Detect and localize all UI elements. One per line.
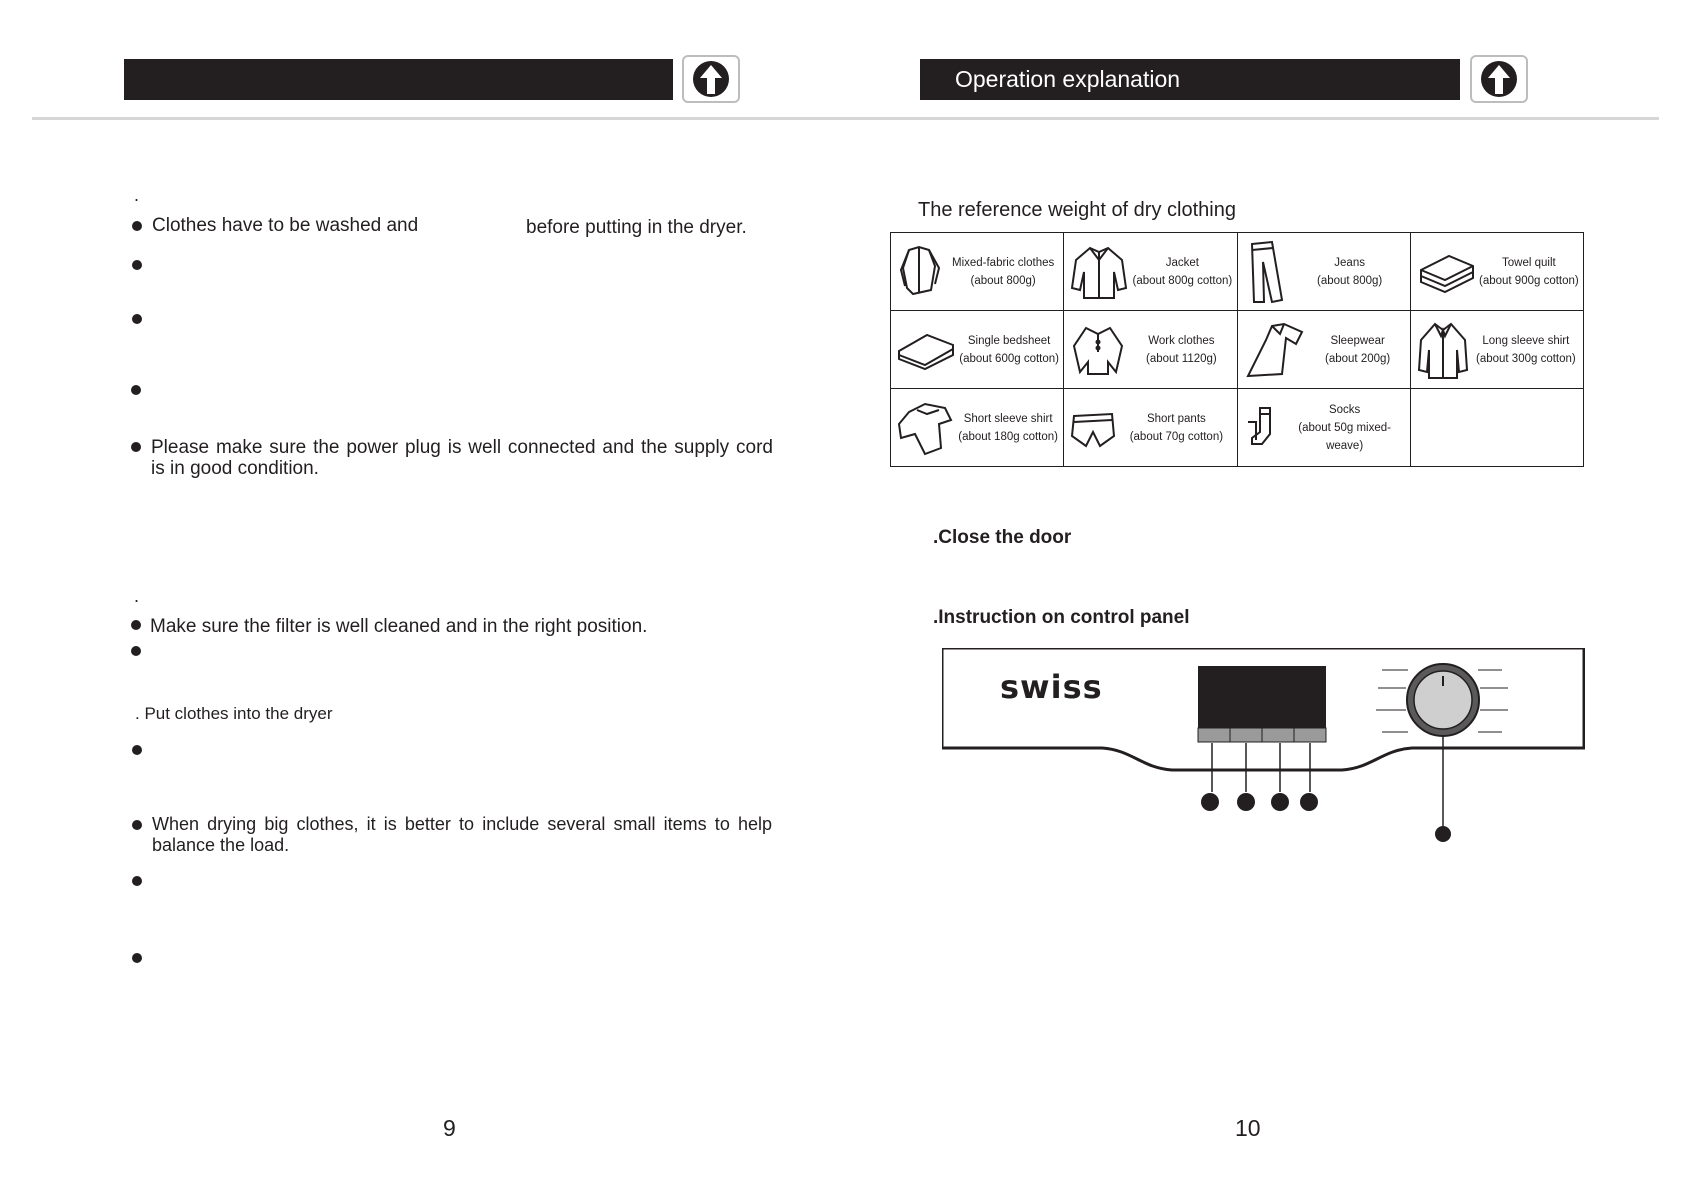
big-clothes-text: When drying big clothes, it is better to include several small items to help balance the load. [152, 814, 772, 855]
display-callout-marker [1237, 793, 1255, 811]
bullet [131, 620, 141, 630]
bullet [132, 820, 142, 830]
clothes-washed-text: Clothes have to be washed and [152, 215, 419, 236]
power-plug-text: Please make sure the power plug is well connected and the supply cord is in good condition. [151, 437, 773, 479]
clothes-washed-text-end: before putting in the dryer. [526, 217, 747, 238]
bullet [132, 260, 142, 270]
left-up-arrow-button[interactable] [682, 55, 740, 103]
bullet [131, 646, 141, 656]
sleepwear-icon [1242, 320, 1308, 380]
bullet [132, 953, 142, 963]
table-cell [1410, 311, 1583, 389]
right-up-arrow-button[interactable] [1470, 55, 1528, 103]
table-cell [1237, 311, 1410, 389]
short-sleeve-shirt-icon [895, 398, 955, 458]
page-number-right: 10 [1235, 1115, 1261, 1141]
clothing-name: Short sleeve shirt [963, 412, 1053, 425]
section-dot: . [134, 586, 140, 606]
close-door-title: .Close the door [933, 527, 1072, 548]
display-callout-marker [1201, 793, 1219, 811]
table-cell [891, 311, 1064, 389]
clothing-name: Socks [1328, 403, 1361, 416]
bullet [132, 221, 142, 231]
left-header-bar [124, 59, 673, 100]
clothing-name: Long sleeve shirt [1482, 334, 1570, 347]
table-cell [1064, 233, 1237, 311]
clothing-name: Short pants [1146, 412, 1206, 425]
bullet [131, 442, 141, 452]
clothing-weight: (about 200g) [1325, 352, 1391, 365]
clothing-name: Mixed-fabric clothes [951, 256, 1055, 269]
jacket-icon [1068, 242, 1130, 302]
display-callout-marker [1300, 793, 1318, 811]
table-cell [1064, 311, 1237, 389]
towel-quilt-icon [1415, 248, 1477, 296]
up-arrow-icon [1479, 59, 1519, 99]
bullet [132, 314, 142, 324]
clothing-name: Work clothes [1148, 334, 1215, 347]
table-cell [891, 389, 1064, 467]
brand-logo: swiss [1000, 668, 1103, 706]
put-clothes-title: . Put clothes into the dryer [135, 704, 333, 723]
mixed-fabric-clothes-icon [895, 244, 945, 300]
control-panel-title: .Instruction on control panel [933, 607, 1190, 628]
jeans-icon [1242, 240, 1292, 304]
socks-icon [1242, 404, 1282, 452]
clothing-name: Sleepwear [1330, 334, 1385, 347]
clothing-weight: (about 300g cotton) [1476, 352, 1576, 365]
clothing-name: Jeans [1334, 256, 1365, 269]
right-header-title: Operation explanation [955, 66, 1181, 92]
up-arrow-icon [691, 59, 731, 99]
clothing-weight: (about 900g cotton) [1479, 274, 1579, 287]
table-cell [1410, 233, 1583, 311]
filter-text: Make sure the filter is well cleaned and in the right position. [150, 616, 648, 637]
bullet [132, 745, 142, 755]
section-dot: . [134, 185, 140, 205]
clothing-weight: (about 800g cotton) [1132, 274, 1233, 287]
table-cell [1237, 233, 1410, 311]
clothing-weight: (about 800g) [1317, 274, 1383, 287]
clothing-weight: (about 50g mixed-weave) [1298, 421, 1391, 452]
table-cell [1237, 389, 1410, 467]
page-number-left: 9 [443, 1115, 456, 1141]
clothing-weight: (about 800g) [970, 274, 1036, 287]
bullet [132, 876, 142, 886]
long-sleeve-shirt-icon [1415, 320, 1471, 380]
bullet [131, 385, 141, 395]
display-callout-marker [1271, 793, 1289, 811]
right-header-bar [920, 59, 1460, 100]
work-clothes-icon [1068, 322, 1128, 378]
empty-table-cell [1410, 389, 1583, 467]
clothing-name: Towel quilt [1502, 256, 1556, 269]
program-dial [1407, 664, 1479, 736]
table-cell [1064, 389, 1237, 467]
clothing-weight: (about 600g cotton) [959, 352, 1059, 365]
clothing-weight: (about 70g cotton) [1129, 430, 1224, 443]
clothing-name: Single bedsheet [967, 334, 1051, 347]
single-bedsheet-icon [895, 327, 957, 373]
short-pants-icon [1068, 406, 1118, 450]
clothing-weight: (about 1120g) [1145, 352, 1217, 365]
table-cell [891, 233, 1064, 311]
clothing-name: Jacket [1165, 256, 1199, 269]
clothing-weight: (about 180g cotton) [958, 430, 1058, 443]
reference-weight-title: The reference weight of dry clothing [918, 199, 1236, 221]
reference-weight-table [890, 232, 1584, 467]
header-rule [32, 117, 1659, 120]
dial-callout-marker [1435, 826, 1451, 842]
